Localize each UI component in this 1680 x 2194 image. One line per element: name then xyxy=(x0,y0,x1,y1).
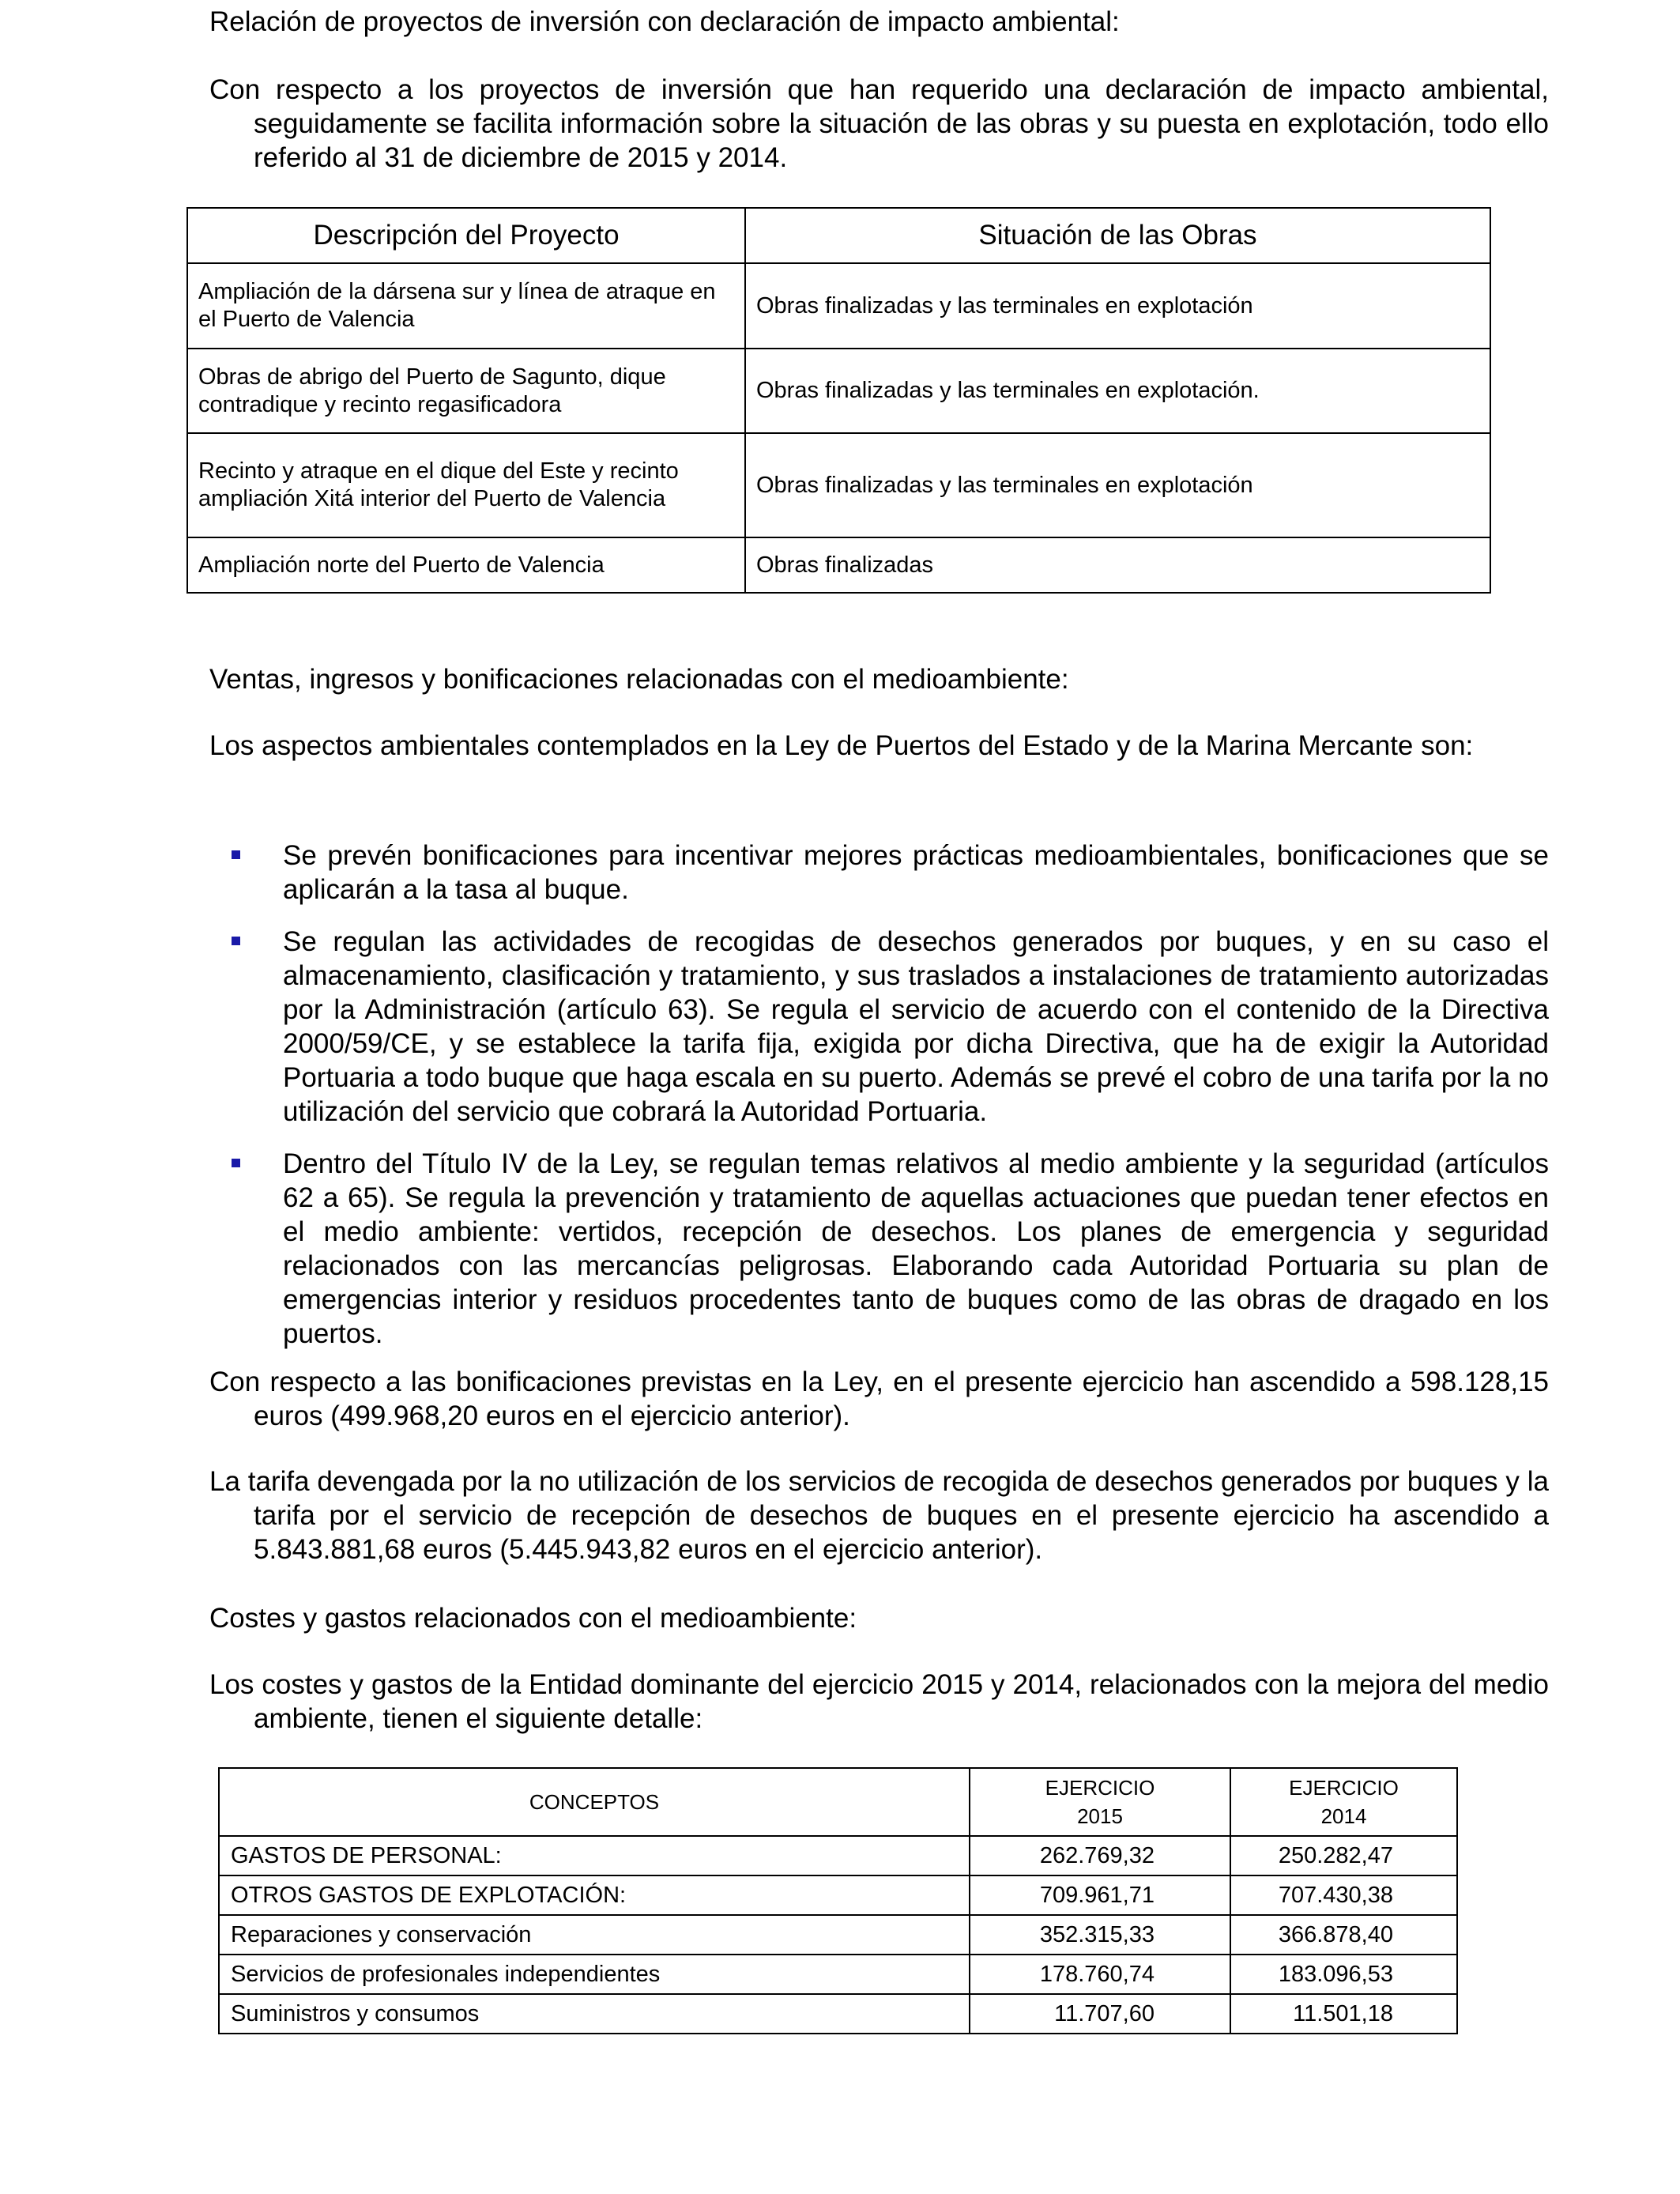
value-2015-cell: 11.707,60 xyxy=(970,1994,1230,2034)
costs-table-header xyxy=(219,1768,1457,1836)
eia-intro-paragraph: Con respecto a los proyectos de inversión que han requerido una declaración de impacto ambiental, seguidamente se facilita información sobre la situación de las obras y su puesta en explotación, todo ello referido al 31 de diciembre de 2015 y 2014. xyxy=(209,74,1549,173)
bonus-paragraph: Con respecto a las bonificaciones previstas en la Ley, en el presente ejercicio han ascendido a 598.128,15 euros (499.968,20 euros en el ejercicio anterior). xyxy=(209,1367,1549,1431)
concept-cell: OTROS GASTOS DE EXPLOTACIÓN: xyxy=(219,1875,970,1915)
header-year-2015: EJERCICIO 2015 xyxy=(970,1768,1230,1836)
value-2014-cell: 366.878,40 xyxy=(1230,1915,1457,1955)
project-cell: Ampliación norte del Puerto de Valencia xyxy=(187,537,745,593)
table-row xyxy=(219,1915,1457,1955)
list-item: Se prevén bonificaciones para incentivar mejores prácticas medioambientales, bonificaciones que se aplicarán a la tasa al buque. xyxy=(209,839,1549,907)
concept-cell: Servicios de profesionales independientes xyxy=(219,1955,970,1994)
project-cell: Recinto y atraque en el dique del Este y recinto ampliación Xitá interior del Puerto de Valencia xyxy=(187,433,745,537)
value-2015-cell: 709.961,71 xyxy=(970,1875,1230,1915)
costs-heading: Costes y gastos relacionados con el medioambiente: xyxy=(209,1603,857,1634)
concept-cell: GASTOS DE PERSONAL: xyxy=(219,1836,970,1875)
eia-heading: Relación de proyectos de inversión con declaración de impacto ambiental: xyxy=(209,6,1120,37)
projects-table xyxy=(186,207,1491,594)
header-year-2014: EJERCICIO 2014 xyxy=(1230,1768,1457,1836)
square-bullet-icon xyxy=(232,850,240,859)
value-2014-cell: 11.501,18 xyxy=(1230,1994,1457,2034)
value-2015-cell: 262.769,32 xyxy=(970,1836,1230,1875)
environmental-aspects-list xyxy=(209,839,1549,1369)
header-concepts: CONCEPTOS xyxy=(219,1768,970,1836)
project-cell: Obras de abrigo del Puerto de Sagunto, dique contradique y recinto regasificadora xyxy=(187,349,745,433)
table-row xyxy=(187,349,1490,433)
header-works-status: Situación de las Obras xyxy=(745,208,1490,263)
value-2014-cell: 250.282,47 xyxy=(1230,1836,1457,1875)
concept-cell: Reparaciones y conservación xyxy=(219,1915,970,1955)
costs-intro-paragraph: Los costes y gastos de la Entidad dominante del ejercicio 2015 y 2014, relacionados con la mejora del medio ambiente, tienen el siguiente detalle: xyxy=(209,1669,1549,1734)
costs-table xyxy=(218,1767,1458,2034)
concept-cell: Suministros y consumos xyxy=(219,1994,970,2034)
project-cell: Ampliación de la dársena sur y línea de atraque en el Puerto de Valencia xyxy=(187,263,745,349)
tariff-paragraph: La tarifa devengada por la no utilización de los servicios de recogida de desechos generados por buques y la tarifa por el servicio de recepción de desechos de buques en el presente ejercicio ha ascendido a 5.843.881,68 euros (5.445.943,82 euros en el ejercicio anterior). xyxy=(209,1466,1549,1565)
square-bullet-icon xyxy=(232,937,240,945)
sales-intro-paragraph: Los aspectos ambientales contemplados en la Ley de Puertos del Estado y de la Marina Mercante son: xyxy=(209,730,1474,761)
table-row xyxy=(187,433,1490,537)
sales-heading: Ventas, ingresos y bonificaciones relacionadas con el medioambiente: xyxy=(209,664,1069,695)
table-row xyxy=(219,1875,1457,1915)
value-2015-cell: 352.315,33 xyxy=(970,1915,1230,1955)
status-cell: Obras finalizadas xyxy=(745,537,1490,593)
status-cell: Obras finalizadas y las terminales en explotación xyxy=(745,263,1490,349)
projects-table-header xyxy=(187,208,1490,263)
table-row xyxy=(219,1836,1457,1875)
list-item: Se regulan las actividades de recogidas de desechos generados por buques, y en su caso el almacenamiento, clasificación y tratamiento, y sus traslados a instalaciones de tratamiento autorizadas por la Administración (artículo 63). Se regula el servicio de acuerdo con el contenido de la Directiva 2000/59/CE, y se establece la tarifa fija, exigida por dicha Directiva, que ha de exigir la Autoridad Portuaria a todo buque que haga escala en su puerto. Además se prevé el cobro de una tarifa por la no utilización del servicio que cobrará la Autoridad Portuaria. xyxy=(209,925,1549,1129)
list-item: Dentro del Título IV de la Ley, se regulan temas relativos al medio ambiente y la seguridad (artículos 62 a 65). Se regula la prevención y tratamiento de aquellas actuaciones que puedan tener efectos en el medio ambiente: vertidos, recepción de desechos. Los planes de emergencia y seguridad relacionados con las mercancías peligrosas. Elaborando cada Autoridad Portuaria su plan de emergencias interior y residuos procedentes tanto de buques como de las obras de dragado en los puertos. xyxy=(209,1147,1549,1351)
value-2015-cell: 178.760,74 xyxy=(970,1955,1230,1994)
square-bullet-icon xyxy=(232,1159,240,1167)
value-2014-cell: 707.430,38 xyxy=(1230,1875,1457,1915)
table-row xyxy=(187,263,1490,349)
status-cell: Obras finalizadas y las terminales en explotación xyxy=(745,433,1490,537)
value-2014-cell: 183.096,53 xyxy=(1230,1955,1457,1994)
status-cell: Obras finalizadas y las terminales en explotación. xyxy=(745,349,1490,433)
table-row xyxy=(219,1994,1457,2034)
table-row xyxy=(219,1955,1457,1994)
table-row xyxy=(187,537,1490,593)
header-project-description: Descripción del Proyecto xyxy=(187,208,745,263)
